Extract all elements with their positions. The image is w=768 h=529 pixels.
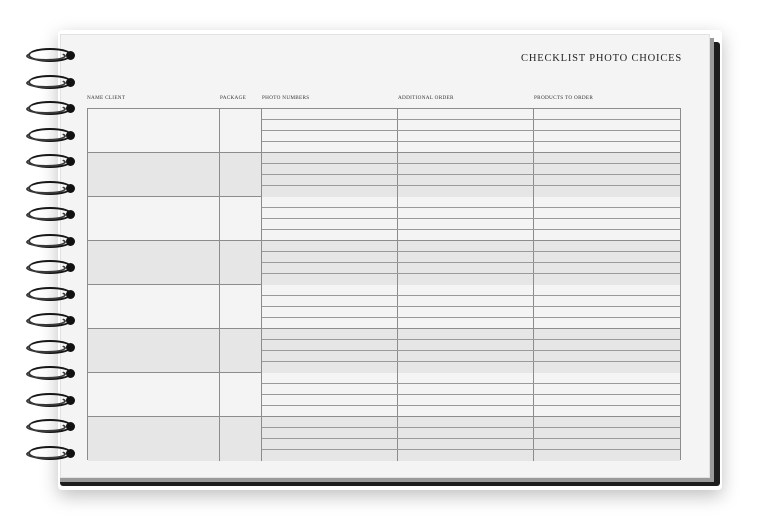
order-line-row bbox=[262, 406, 680, 417]
photo-numbers-cell bbox=[262, 252, 398, 262]
additional-order-cell bbox=[398, 373, 534, 383]
products-to-order-cell bbox=[534, 230, 680, 241]
client-row-group bbox=[88, 241, 680, 285]
photo-numbers-cell bbox=[262, 197, 398, 207]
products-to-order-cell bbox=[534, 175, 680, 185]
package-cell bbox=[220, 285, 262, 328]
order-line-row bbox=[262, 296, 680, 307]
products-to-order-cell bbox=[534, 329, 680, 339]
order-line-row bbox=[262, 384, 680, 395]
photo-numbers-cell bbox=[262, 373, 398, 383]
photo-numbers-cell bbox=[262, 318, 398, 329]
additional-order-cell bbox=[398, 164, 534, 174]
photo-numbers-cell bbox=[262, 417, 398, 427]
client-row-group bbox=[88, 197, 680, 241]
additional-order-cell bbox=[398, 450, 534, 461]
order-line-row bbox=[262, 362, 680, 373]
photo-numbers-cell bbox=[262, 241, 398, 251]
products-to-order-cell bbox=[534, 406, 680, 417]
order-line-row bbox=[262, 219, 680, 230]
spiral-ring-icon bbox=[24, 48, 80, 62]
client-row-group bbox=[88, 109, 680, 153]
additional-order-cell bbox=[398, 362, 534, 373]
spiral-ring-icon bbox=[24, 181, 80, 195]
photo-numbers-cell bbox=[262, 109, 398, 119]
additional-order-cell bbox=[398, 120, 534, 130]
additional-order-cell bbox=[398, 285, 534, 295]
name-client-cell bbox=[88, 197, 220, 240]
spiral-ring-icon bbox=[24, 446, 80, 460]
photo-numbers-cell bbox=[262, 296, 398, 306]
name-client-cell bbox=[88, 285, 220, 328]
additional-order-cell bbox=[398, 131, 534, 141]
photo-numbers-cell bbox=[262, 263, 398, 273]
additional-order-cell bbox=[398, 296, 534, 306]
order-line-row bbox=[262, 230, 680, 241]
photo-numbers-cell bbox=[262, 230, 398, 241]
order-line-row bbox=[262, 109, 680, 120]
order-line-row bbox=[262, 241, 680, 252]
photo-numbers-cell bbox=[262, 395, 398, 405]
header-additional-order: ADDITIONAL ORDER bbox=[398, 95, 454, 101]
spiral-ring-icon bbox=[24, 128, 80, 142]
spiral-ring-icon bbox=[24, 287, 80, 301]
photo-numbers-cell bbox=[262, 285, 398, 295]
products-to-order-cell bbox=[534, 362, 680, 373]
name-client-cell bbox=[88, 109, 220, 152]
products-to-order-cell bbox=[534, 109, 680, 119]
additional-order-cell bbox=[398, 395, 534, 405]
additional-order-cell bbox=[398, 274, 534, 285]
order-line-row bbox=[262, 252, 680, 263]
products-to-order-cell bbox=[534, 197, 680, 207]
client-row-group bbox=[88, 153, 680, 197]
products-to-order-cell bbox=[534, 219, 680, 229]
products-to-order-cell bbox=[534, 307, 680, 317]
photo-numbers-cell bbox=[262, 164, 398, 174]
order-line-row bbox=[262, 340, 680, 351]
order-line-row bbox=[262, 373, 680, 384]
header-name-client: NAME CLIENT bbox=[87, 95, 126, 101]
order-line-row bbox=[262, 197, 680, 208]
products-to-order-cell bbox=[534, 263, 680, 273]
spiral-ring-icon bbox=[24, 260, 80, 274]
photo-numbers-cell bbox=[262, 186, 398, 197]
header-products-to-order: PRODUCTS TO ORDER bbox=[534, 95, 594, 101]
photo-numbers-cell bbox=[262, 274, 398, 285]
package-cell bbox=[220, 373, 262, 416]
products-to-order-cell bbox=[534, 131, 680, 141]
additional-order-cell bbox=[398, 351, 534, 361]
additional-order-cell bbox=[398, 307, 534, 317]
photo-numbers-cell bbox=[262, 219, 398, 229]
client-row-group bbox=[88, 329, 680, 373]
package-cell bbox=[220, 417, 262, 461]
name-client-cell bbox=[88, 153, 220, 196]
package-cell bbox=[220, 197, 262, 240]
products-to-order-cell bbox=[534, 428, 680, 438]
products-to-order-cell bbox=[534, 208, 680, 218]
additional-order-cell bbox=[398, 428, 534, 438]
products-to-order-cell bbox=[534, 274, 680, 285]
checklist-table bbox=[87, 108, 681, 460]
products-to-order-cell bbox=[534, 142, 680, 153]
additional-order-cell bbox=[398, 109, 534, 119]
additional-order-cell bbox=[398, 263, 534, 273]
additional-order-cell bbox=[398, 219, 534, 229]
spiral-ring-icon bbox=[24, 340, 80, 354]
photo-numbers-cell bbox=[262, 208, 398, 218]
client-row-group bbox=[88, 417, 680, 461]
products-to-order-cell bbox=[534, 373, 680, 383]
additional-order-cell bbox=[398, 186, 534, 197]
order-line-row bbox=[262, 175, 680, 186]
client-row-group bbox=[88, 285, 680, 329]
order-line-row bbox=[262, 274, 680, 285]
products-to-order-cell bbox=[534, 395, 680, 405]
package-cell bbox=[220, 241, 262, 284]
order-line-row bbox=[262, 153, 680, 164]
additional-order-cell bbox=[398, 318, 534, 329]
order-line-row bbox=[262, 439, 680, 450]
name-client-cell bbox=[88, 417, 220, 461]
photo-numbers-cell bbox=[262, 351, 398, 361]
order-line-row bbox=[262, 131, 680, 142]
products-to-order-cell bbox=[534, 318, 680, 329]
photo-numbers-cell bbox=[262, 329, 398, 339]
spiral-ring-icon bbox=[24, 419, 80, 433]
photo-numbers-cell bbox=[262, 384, 398, 394]
order-line-row bbox=[262, 450, 680, 461]
order-line-row bbox=[262, 318, 680, 329]
order-line-row bbox=[262, 263, 680, 274]
name-client-cell bbox=[88, 329, 220, 372]
photo-numbers-cell bbox=[262, 142, 398, 153]
name-client-cell bbox=[88, 241, 220, 284]
spiral-ring-icon bbox=[24, 154, 80, 168]
additional-order-cell bbox=[398, 241, 534, 251]
products-to-order-cell bbox=[534, 241, 680, 251]
order-line-row bbox=[262, 417, 680, 428]
additional-order-cell bbox=[398, 384, 534, 394]
additional-order-cell bbox=[398, 230, 534, 241]
header-photo-numbers: PHOTO NUMBERS bbox=[262, 95, 310, 101]
package-cell bbox=[220, 109, 262, 152]
spiral-ring-icon bbox=[24, 75, 80, 89]
additional-order-cell bbox=[398, 142, 534, 153]
photo-numbers-cell bbox=[262, 406, 398, 417]
checklist-page bbox=[60, 34, 710, 478]
photo-numbers-cell bbox=[262, 362, 398, 373]
photo-numbers-cell bbox=[262, 439, 398, 449]
photo-numbers-cell bbox=[262, 428, 398, 438]
order-line-row bbox=[262, 164, 680, 175]
spiral-ring-icon bbox=[24, 207, 80, 221]
spiral-ring-icon bbox=[24, 101, 80, 115]
additional-order-cell bbox=[398, 340, 534, 350]
products-to-order-cell bbox=[534, 296, 680, 306]
order-line-row bbox=[262, 329, 680, 340]
package-cell bbox=[220, 153, 262, 196]
order-line-row bbox=[262, 142, 680, 153]
products-to-order-cell bbox=[534, 417, 680, 427]
additional-order-cell bbox=[398, 153, 534, 163]
order-line-row bbox=[262, 285, 680, 296]
products-to-order-cell bbox=[534, 439, 680, 449]
photo-numbers-cell bbox=[262, 450, 398, 461]
photo-numbers-cell bbox=[262, 153, 398, 163]
page-title: CHECKLIST PHOTO CHOICES bbox=[521, 53, 682, 64]
order-line-row bbox=[262, 186, 680, 197]
order-line-row bbox=[262, 395, 680, 406]
package-cell bbox=[220, 329, 262, 372]
products-to-order-cell bbox=[534, 351, 680, 361]
spiral-ring-icon bbox=[24, 234, 80, 248]
additional-order-cell bbox=[398, 197, 534, 207]
additional-order-cell bbox=[398, 175, 534, 185]
name-client-cell bbox=[88, 373, 220, 416]
products-to-order-cell bbox=[534, 164, 680, 174]
products-to-order-cell bbox=[534, 384, 680, 394]
header-package: PACKAGE bbox=[220, 95, 247, 101]
additional-order-cell bbox=[398, 417, 534, 427]
order-line-row bbox=[262, 208, 680, 219]
photo-numbers-cell bbox=[262, 120, 398, 130]
spiral-ring-icon bbox=[24, 366, 80, 380]
products-to-order-cell bbox=[534, 120, 680, 130]
order-line-row bbox=[262, 428, 680, 439]
additional-order-cell bbox=[398, 329, 534, 339]
client-row-group bbox=[88, 373, 680, 417]
additional-order-cell bbox=[398, 208, 534, 218]
spiral-ring-icon bbox=[24, 313, 80, 327]
photo-numbers-cell bbox=[262, 175, 398, 185]
additional-order-cell bbox=[398, 406, 534, 417]
order-line-row bbox=[262, 307, 680, 318]
products-to-order-cell bbox=[534, 340, 680, 350]
order-line-row bbox=[262, 351, 680, 362]
photo-numbers-cell bbox=[262, 340, 398, 350]
order-line-row bbox=[262, 120, 680, 131]
products-to-order-cell bbox=[534, 153, 680, 163]
products-to-order-cell bbox=[534, 285, 680, 295]
additional-order-cell bbox=[398, 439, 534, 449]
photo-numbers-cell bbox=[262, 131, 398, 141]
additional-order-cell bbox=[398, 252, 534, 262]
products-to-order-cell bbox=[534, 252, 680, 262]
photo-numbers-cell bbox=[262, 307, 398, 317]
products-to-order-cell bbox=[534, 450, 680, 461]
spiral-ring-icon bbox=[24, 393, 80, 407]
products-to-order-cell bbox=[534, 186, 680, 197]
